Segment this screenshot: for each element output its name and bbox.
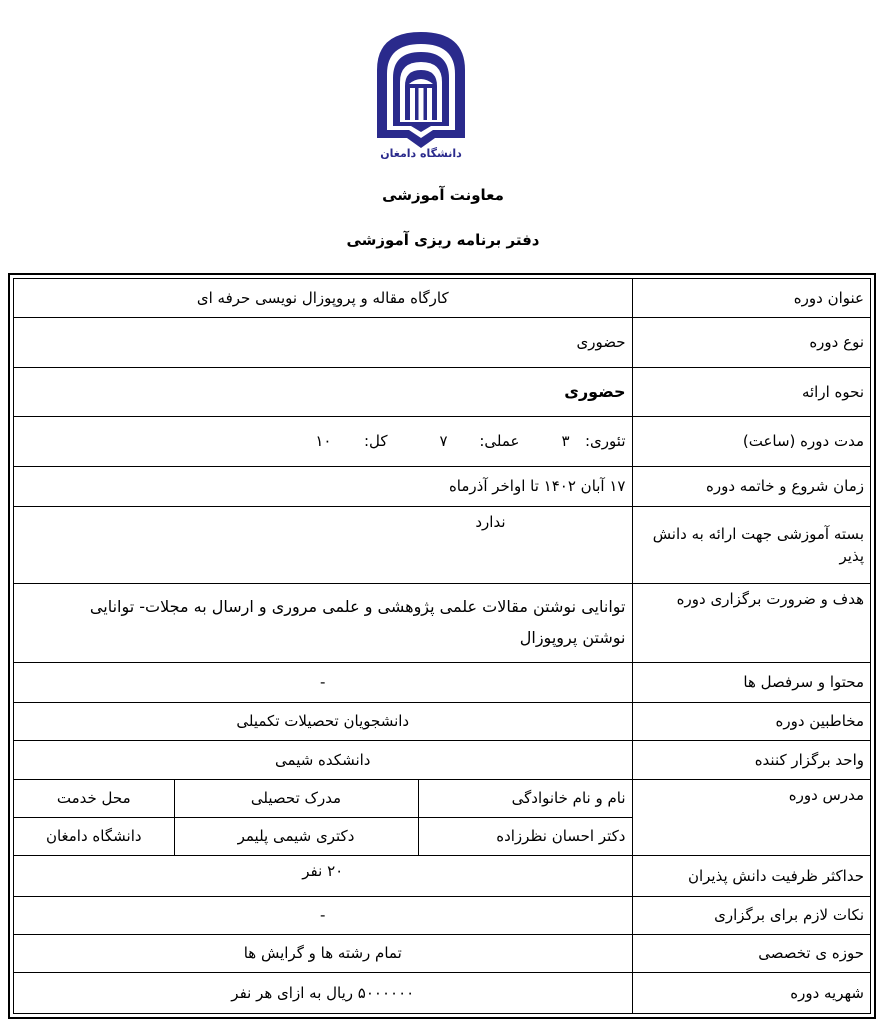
row-title xyxy=(14,279,870,317)
col-name-header: نام و نام خانوادگی xyxy=(418,779,632,817)
logo-caption: دانشگاه دامغان xyxy=(380,147,462,160)
label-audience: مخاطبین دوره xyxy=(632,702,870,740)
row-capacity xyxy=(14,856,870,896)
office-title: معاونت آموزشی xyxy=(382,186,504,204)
label-goal: هدف و ضرورت برگزاری دوره xyxy=(632,583,870,662)
instructor-degree: دکتری شیمی پلیمر xyxy=(174,817,418,855)
office-subtitle: دفتر برنامه ریزی آموزشی xyxy=(346,231,540,249)
label-type: نوع دوره xyxy=(632,317,870,367)
value-fee: ۵۰۰۰۰۰۰ ریال به ازای هر نفر xyxy=(14,973,632,1013)
label-title: عنوان دوره xyxy=(632,279,870,317)
col-degree-header: مدرک تحصیلی xyxy=(174,779,418,817)
row-type xyxy=(14,317,870,367)
value-title: کارگاه مقاله و پروپوزال نویسی حرفه ای xyxy=(14,279,632,317)
total-label: کل: xyxy=(363,432,388,451)
label-organizer: واحد برگزار کننده xyxy=(632,741,870,779)
label-capacity: حداکثر ظرفیت دانش پذیران xyxy=(632,856,870,896)
instructor-work: دانشگاه دامغان xyxy=(14,817,174,855)
row-goal xyxy=(14,583,870,662)
value-package-text: ندارد xyxy=(475,513,506,532)
value-goal-text: توانایی نوشتن مقالات علمی پژوهشی و علمی مروری و ارسال به مجلات- توانایی نوشتن پروپوزال xyxy=(89,597,626,647)
practical-label: عملی: xyxy=(479,432,520,451)
course-form xyxy=(8,273,876,1019)
value-field: تمام رشته ها و گرایش ها xyxy=(14,934,632,972)
theory-label: تئوری: xyxy=(585,432,626,451)
theory-value: ۳ xyxy=(561,432,570,451)
col-work-header: محل خدمت xyxy=(14,779,174,817)
row-duration xyxy=(14,416,870,466)
course-table xyxy=(14,279,870,1013)
row-organizer xyxy=(14,741,870,779)
label-content: محتوا و سرفصل ها xyxy=(632,662,870,702)
label-field: حوزه ی تخصصی xyxy=(632,934,870,972)
value-type: حضوری xyxy=(14,317,632,367)
label-duration: مدت دوره (ساعت) xyxy=(632,416,870,466)
row-package xyxy=(14,507,870,584)
label-fee: شهریه دوره xyxy=(632,973,870,1013)
value-content: - xyxy=(14,662,632,702)
value-capacity: ۲۰ نفر xyxy=(14,856,632,896)
university-logo xyxy=(373,30,469,160)
value-goal xyxy=(14,583,632,662)
label-dates: زمان شروع و خاتمه دوره xyxy=(632,467,870,507)
value-audience: دانشجویان تحصیلات تکمیلی xyxy=(14,702,632,740)
row-delivery xyxy=(14,368,870,416)
value-delivery: حضوری xyxy=(14,368,632,416)
instructor-name: دکتر احسان نظرزاده xyxy=(418,817,632,855)
label-package: بسته آموزشی جهت ارائه به دانش پذیر xyxy=(632,507,870,584)
row-instructor-head xyxy=(14,779,870,817)
row-audience xyxy=(14,702,870,740)
practical-value: ۷ xyxy=(439,432,448,451)
value-notes: - xyxy=(14,896,632,934)
row-dates xyxy=(14,467,870,507)
label-instructor: مدرس دوره xyxy=(632,779,870,856)
row-field xyxy=(14,934,870,972)
value-package xyxy=(14,507,632,584)
value-organizer: دانشکده شیمی xyxy=(14,741,632,779)
label-notes: نکات لازم برای برگزاری xyxy=(632,896,870,934)
row-fee xyxy=(14,973,870,1013)
value-dates: ۱۷ آبان ۱۴۰۲ تا اواخر آذرماه xyxy=(14,467,632,507)
label-delivery: نحوه ارائه xyxy=(632,368,870,416)
row-content xyxy=(14,662,870,702)
value-duration xyxy=(14,416,632,466)
total-value: ۱۰ xyxy=(315,432,332,451)
row-notes xyxy=(14,896,870,934)
